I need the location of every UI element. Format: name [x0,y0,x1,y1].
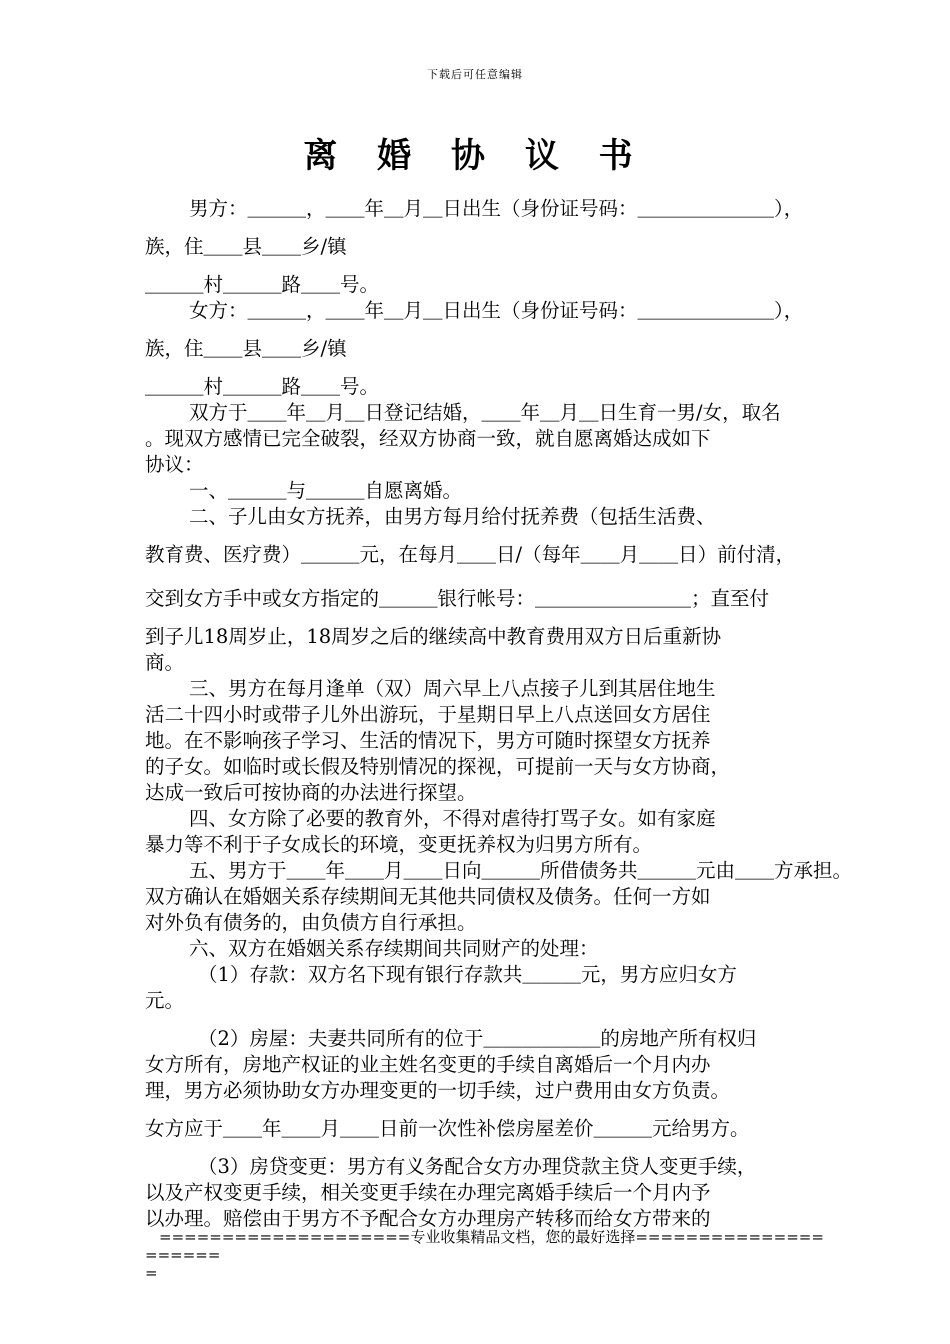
paragraph: 。现双方感情已完全破裂，经双方协商一致，就自愿离婚达成如下 [145,427,711,450]
paragraph: 到子儿18周岁止，18周岁之后的继续高中教育费用双方日后重新协 [145,625,722,648]
footer-text: ====================专业收集精品文档，您的最好选择===================== [145,1228,824,1264]
paragraph: 一、＿＿＿与＿＿＿自愿离婚。 [189,479,463,502]
paragraph: 女方：＿＿＿，＿＿年＿月＿日出生（身份证号码：＿＿＿＿＿＿＿）， [189,299,804,322]
header-note: 下载后可任意编辑 [427,68,523,81]
footer-note [145,1228,825,1282]
paragraph: ＿＿＿村＿＿＿路＿＿号。 [145,375,380,398]
paragraph: （1）存款：双方名下现有银行存款共＿＿＿元，男方应归女方 [198,963,737,986]
paragraph: ＿＿＿村＿＿＿路＿＿号。 [145,273,380,296]
footer-tail: = [145,1264,158,1282]
paragraph: 对外负有债务的，由负债方自行承担。 [145,911,477,934]
paragraph: （3）房贷变更：男方有义务配合女方办理贷款主贷人变更手续， [198,1155,757,1178]
page-title: 离 婚 协 议 书 [303,136,647,176]
paragraph: 族，住＿＿县＿＿乡/镇 [145,235,347,258]
paragraph: 女方应于＿＿年＿＿月＿＿日前一次性补偿房屋差价＿＿＿元给男方。 [145,1117,750,1140]
paragraph: （2）房屋：夫妻共同所有的位于＿＿＿＿＿＿的房地产所有权归 [198,1027,757,1050]
paragraph: 协议： [145,453,204,476]
paragraph: 族，住＿＿县＿＿乡/镇 [145,337,347,360]
paragraph: 活二十四小时或带子儿外出游玩，于星期日早上八点送回女方居住 [145,703,711,726]
paragraph: 教育费、医疗费）＿＿＿元，在每月＿＿日/（每年＿＿月＿＿日）前付清， [145,543,796,566]
paragraph: 男方：＿＿＿，＿＿年＿月＿日出生（身份证号码：＿＿＿＿＿＿＿）， [189,197,804,220]
paragraph: 四、女方除了必要的教育外，不得对虐待打骂子女。如有家庭 [189,807,716,830]
paragraph: 的子女。如临时或长假及特别情况的探视，可提前一天与女方协商， [145,755,731,778]
paragraph: 双方于＿＿年＿月＿日登记结婚，＿＿年＿月＿日生育一男/女，取名 [189,401,781,424]
paragraph: 达成一致后可按协商的办法进行探望。 [145,781,477,804]
paragraph: 暴力等不利于子女成长的环境，变更抚养权为归男方所有。 [145,833,653,856]
paragraph: 理，男方必须协助女方办理变更的一切手续，过户费用由女方负责。 [145,1079,731,1102]
paragraph: 以及产权变更手续，相关变更手续在办理完离婚手续后一个月内予 [145,1181,711,1204]
paragraph: 三、男方在每月逢单（双）周六早上八点接子儿到其居住地生 [189,677,716,700]
paragraph: 地。在不影响孩子学习、生活的情况下，男方可随时探望女方抚养 [145,729,711,752]
paragraph: 元。 [145,989,185,1012]
document-body [145,196,853,1232]
paragraph: 六、双方在婚姻关系存续期间共同财产的处理： [189,937,599,960]
paragraph: 商。 [145,651,185,674]
paragraph: 双方确认在婚姻关系存续期间无其他共同债权及债务。任何一方如 [145,885,711,908]
paragraph: 交到女方手中或女方指定的＿＿＿银行帐号：＿＿＿＿＿＿＿＿；直至付 [145,587,770,610]
paragraph: 女方所有，房地产权证的业主姓名变更的手续自离婚后一个月内办 [145,1053,711,1076]
paragraph: 二、子儿由女方抚养，由男方每月给付抚养费（包括生活费、 [189,505,716,528]
paragraph: 五、男方于＿＿年＿＿月＿＿日向＿＿＿所借债务共＿＿＿元由＿＿方承担。 [189,859,853,882]
paragraph: 以办理。赔偿由于男方不予配合女方办理房产转移而给女方带来的 [145,1207,711,1230]
